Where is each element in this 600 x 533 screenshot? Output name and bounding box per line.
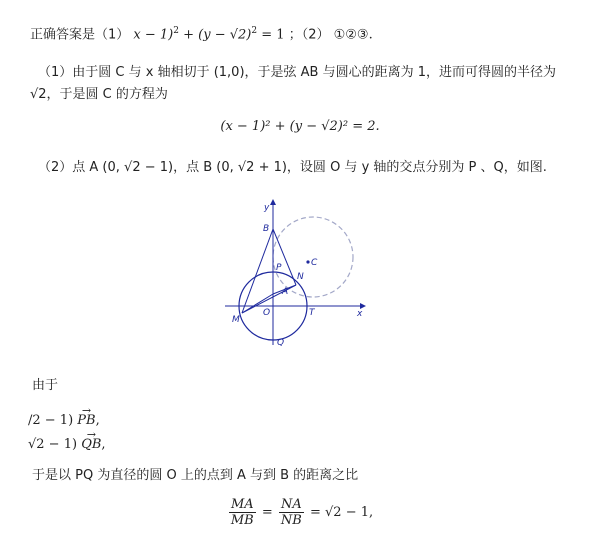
geometry-figure (220, 195, 380, 355)
part2-line1: （2）点 A (0, √2 − 1)，点 B (0, √2 + 1)，设圆 O 与 y 轴的交点分别为 P 、Q，如图. (38, 160, 547, 175)
answer-eq1-right: = 1 (261, 27, 285, 43)
y-axis-arrow-icon (270, 199, 276, 205)
label-n: N (297, 272, 304, 282)
label-c: C (311, 258, 318, 268)
fraction-na: NA (279, 497, 304, 513)
fraction-na-nb (279, 497, 304, 528)
label-o: O (263, 308, 271, 318)
answer-prefix: 正确答案是（1） (30, 27, 130, 43)
label-t: T (309, 308, 315, 318)
fraction-nb: NB (280, 513, 302, 528)
label-m: M (232, 315, 240, 325)
label-a: A (282, 287, 289, 297)
answer-choices: ①②③. (333, 27, 373, 43)
label-x: x (357, 309, 363, 319)
vector-line-2-prefix: √2 − 1) (28, 437, 78, 452)
fraction-mb: MB (230, 513, 254, 528)
ratio-result: = √2 − 1, (310, 505, 374, 520)
label-b: B (263, 224, 270, 234)
vector-pb: → PB (77, 412, 95, 430)
part1-line1: （1）由于圆 C 与 x 轴相切于 (1,0)，于是弦 AB 与圆心的距离为 1，进而可得圆的半径为 (38, 65, 557, 80)
since-label: 由于 (32, 378, 59, 393)
label-p: P (276, 263, 282, 273)
vector-line-2 (28, 436, 106, 454)
label-q: Q (277, 338, 285, 348)
fraction-ma: MA (229, 497, 256, 513)
answer-line: 正确答案是（1） $x - 1)^2 + (y - √2)^2 = 1$ ；（2） ①②③. (30, 26, 373, 43)
segment-bn (273, 229, 296, 285)
segment-bm (242, 229, 273, 313)
ratio-equation: $\frac{MA}{MB}$ = $\frac{NA}{NB}$ = √2 − 1, (230, 497, 374, 528)
vector-line-2-suffix: , (101, 437, 106, 452)
conclusion-text: 于是以 PQ 为直径的圆 O 上的点到 A 与到 B 的距离之比 (32, 468, 359, 483)
label-y: y (264, 203, 270, 213)
fraction-ma-mb (229, 497, 256, 528)
vector-qb: → QB (81, 436, 101, 454)
part1-equation: (x − 1)² + (y − √2)² = 2. (220, 119, 380, 134)
answer-eq1-left: x − 1) (133, 27, 174, 43)
point-c (306, 260, 309, 263)
vector-line-1-prefix: /2 − 1) (28, 413, 74, 428)
answer-separator: ；（2） (288, 27, 330, 43)
part1-line2: √2，于是圆 C 的方程为 (30, 87, 168, 102)
vector-line-1-suffix: , (95, 413, 100, 428)
answer-eq1-mid: + (y − √2) (183, 27, 252, 43)
